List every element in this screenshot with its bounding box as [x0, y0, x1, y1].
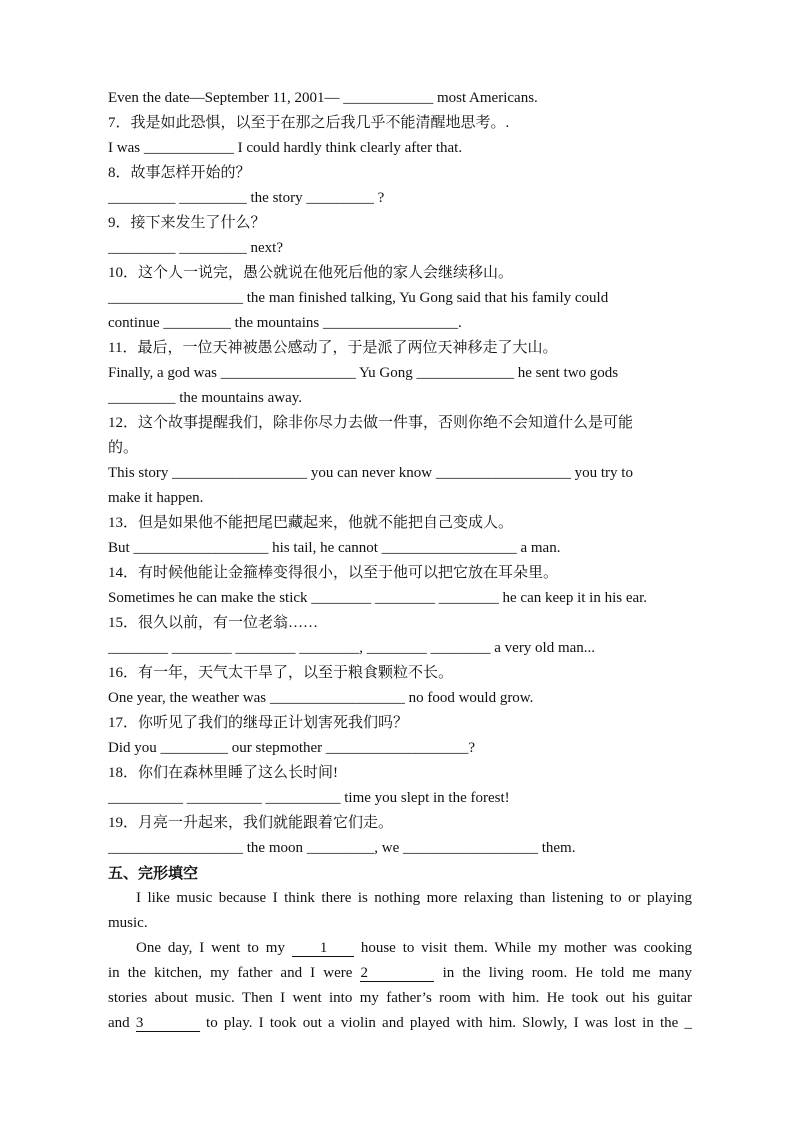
exercise-prompt-10: 10．这个人一说完，愚公就说在他死后他的家人会继续移山。 — [108, 265, 514, 281]
passage-paragraph-1-end: music. — [108, 915, 148, 931]
exercise-line: Even the date—September 11, 2001— ____________ most Americans. — [108, 90, 538, 106]
exercise-prompt-14: 14．有时候他能让金箍棒变得很小，以至于他可以把它放在耳朵里。 — [108, 565, 559, 581]
exercise-prompt-18: 18．你们在森林里睡了这么长时间! — [108, 765, 338, 781]
exercise-line: This story __________________ you can never know __________________ you try to — [108, 465, 633, 481]
exercise-line: __________________ the man finished talking, Yu Gong said that his family could — [108, 290, 609, 306]
exercise-prompt-12: 12．这个故事提醒我们，除非你尽力去做一件事，否则你绝不会知道什么是可能 — [108, 415, 634, 431]
section-heading: 五、完形填空 — [108, 864, 199, 882]
exercise-prompt-12-cont: 的。 — [108, 440, 139, 456]
exercise-prompt-7: 7．我是如此恐惧，以至于在那之后我几乎不能清醒地思考。. — [108, 115, 510, 131]
passage-text: to play. I took out a violin and played with him. Slowly, I was lost in the _ — [206, 1015, 693, 1031]
passage-text: in the kitchen, my father and I were — [108, 965, 353, 981]
exercise-line: But __________________ his tail, he cannot __________________ a man. — [108, 540, 561, 556]
passage-text: and — [108, 1015, 130, 1031]
exercise-line: make it happen. — [108, 490, 204, 506]
passage-text: One day, I went to my — [136, 940, 285, 956]
exercise-line: Did you _________ our stepmother ___________________? — [108, 740, 476, 756]
exercise-line: __________ __________ __________ time you slept in the forest! — [108, 790, 510, 806]
exercise-line: _________ the mountains away. — [108, 390, 302, 406]
exercise-prompt-8: 8．故事怎样开始的？ — [108, 165, 251, 181]
passage-text: house to visit them. While my mother was cooking — [360, 940, 693, 956]
exercise-line: One year, the weather was __________________ no food would grow. — [108, 690, 534, 706]
cloze-blank-1[interactable]: 1 — [292, 940, 354, 957]
exercise-prompt-11: 11．最后，一位天神被愚公感动了，于是派了两位天神移走了大山。 — [108, 340, 558, 356]
exercise-line: ________ ________ ________ ________, ________ ________ a very old man... — [108, 640, 596, 656]
passage-line — [108, 963, 692, 983]
passage-line — [108, 1013, 692, 1033]
exercise-prompt-19: 19．月亮一升起来，我们就能跟着它们走。 — [108, 815, 394, 831]
exercise-line: __________________ the moon _________, we __________________ them. — [108, 840, 576, 856]
passage-line: stories about music. Then I went into my father’s room with him. He took out his guitar — [108, 990, 692, 1006]
cloze-blank-3[interactable]: 3 — [136, 1015, 200, 1032]
exercise-line: Finally, a god was __________________ Yu Gong _____________ he sent two gods — [108, 365, 619, 381]
exercise-prompt-17: 17．你听见了我们的继母正计划害死我们吗？ — [108, 715, 409, 731]
exercise-line: _________ _________ the story _________ ? — [108, 190, 385, 206]
passage-line — [108, 938, 692, 958]
exercise-line: continue _________ the mountains __________________. — [108, 315, 462, 331]
exercise-prompt-16: 16．有一年，天气太干旱了，以至于粮食颗粒不长。 — [108, 665, 454, 681]
exercise-line: Sometimes he can make the stick ________ ________ ________ he can keep it in his ear. — [108, 590, 648, 606]
passage-text: in the living room. He told me many — [442, 965, 693, 981]
exercise-prompt-13: 13．但是如果他不能把尾巴藏起来，他就不能把自己变成人。 — [108, 515, 514, 531]
exercise-line: I was ____________ I could hardly think clearly after that. — [108, 140, 463, 156]
exercise-line: _________ _________ next? — [108, 240, 283, 256]
passage-paragraph-1: I like music because I think there is nothing more relaxing than listening to or playing — [136, 890, 692, 906]
cloze-blank-2[interactable]: 2 — [360, 965, 434, 982]
exercise-prompt-9: 9．接下来发生了什么？ — [108, 215, 266, 231]
exercise-prompt-15: 15．很久以前，有一位老翁…… — [108, 615, 319, 631]
